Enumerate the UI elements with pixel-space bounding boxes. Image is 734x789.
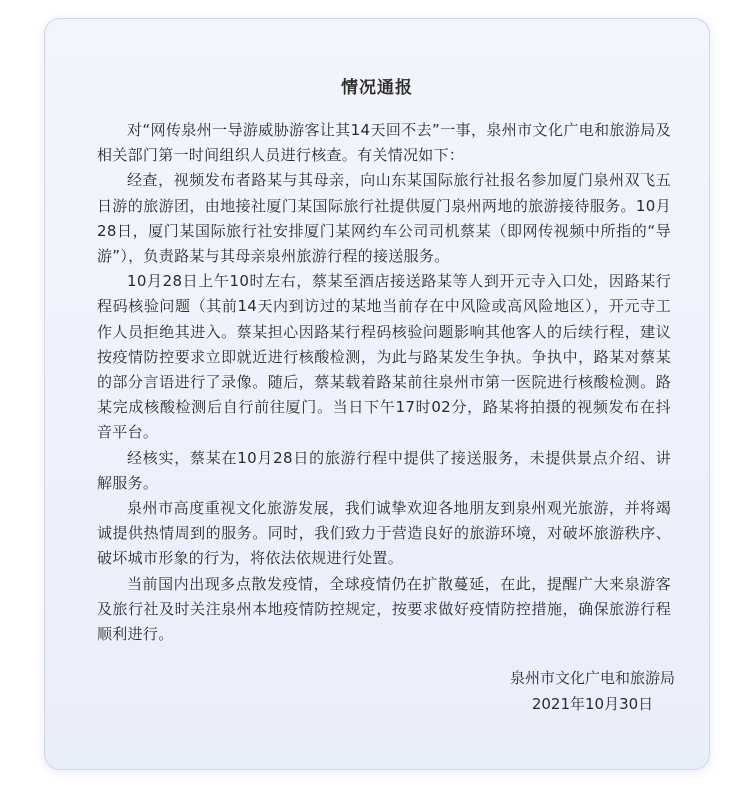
signature-block xyxy=(510,665,675,717)
notice-paragraph: 泉州市高度重视文化旅游发展，我们诚挚欢迎各地朋友到泉州观光旅游，并将竭诚提供热情周到的服务。同时，我们致力于营造良好的旅游环境，对破坏旅游秩序、破坏城市形象的行为，将依法依规进行处置。 xyxy=(97,499,671,568)
notice-paragraph: 经核实，蔡某在10月28日的旅游行程中提供了接送服务，未提供景点介绍、讲解服务。 xyxy=(97,448,671,492)
notice-card xyxy=(44,18,710,770)
notice-paragraph: 对“网传泉州一导游威胁游客让其14天回不去”一事，泉州市文化广电和旅游局及相关部门第一时间组织人员进行核查。有关情况如下： xyxy=(97,121,671,165)
issue-date: 2021年10月30日 xyxy=(531,695,654,713)
notice-paragraph: 10月28日上午10时左右，蔡某至酒店接送路某等人到开元寺入口处，因路某行程码核验问题（其前14天内到访过的某地当前存在中风险或高风险地区），开元寺工作人员拒绝其进入。蔡某担心因路某行程码核验问题影响其他客人的后续行程，建议按疫情防控要求立即就近进行核酸检测，为此与路某发生争执。争执中，路某对蔡某的部分言语进行了录像。随后，蔡某载着路某前往泉州市第一医院进行核酸检测。路某完成核酸检测后自行前往厦门。当日下午17时02分，路某将拍摄的视频发布在抖音平台。 xyxy=(97,272,671,442)
notice-body xyxy=(97,118,671,647)
notice-title: 情况通报 xyxy=(341,78,413,98)
notice-paragraph: 当前国内出现多点散发疫情，全球疫情仍在扩散蔓延，在此，提醒广大来泉游客及旅行社及时关注泉州本地疫情防控规定，按要求做好疫情防控措施，确保旅游行程顺利进行。 xyxy=(97,574,671,644)
issuer-name: 泉州市文化广电和旅游局 xyxy=(509,669,675,687)
notice-paragraph: 经查，视频发布者路某与其母亲，向山东某国际旅行社报名参加厦门泉州双飞五日游的旅游团，由地接社厦门某国际旅行社提供厦门泉州两地的旅游接待服务。10月28日，厦门某国际旅行社安排厦门某网约车公司司机蔡某（即网传视频中所指的“导游”），负责路某与其母亲泉州旅游行程的接送服务。 xyxy=(97,171,671,266)
